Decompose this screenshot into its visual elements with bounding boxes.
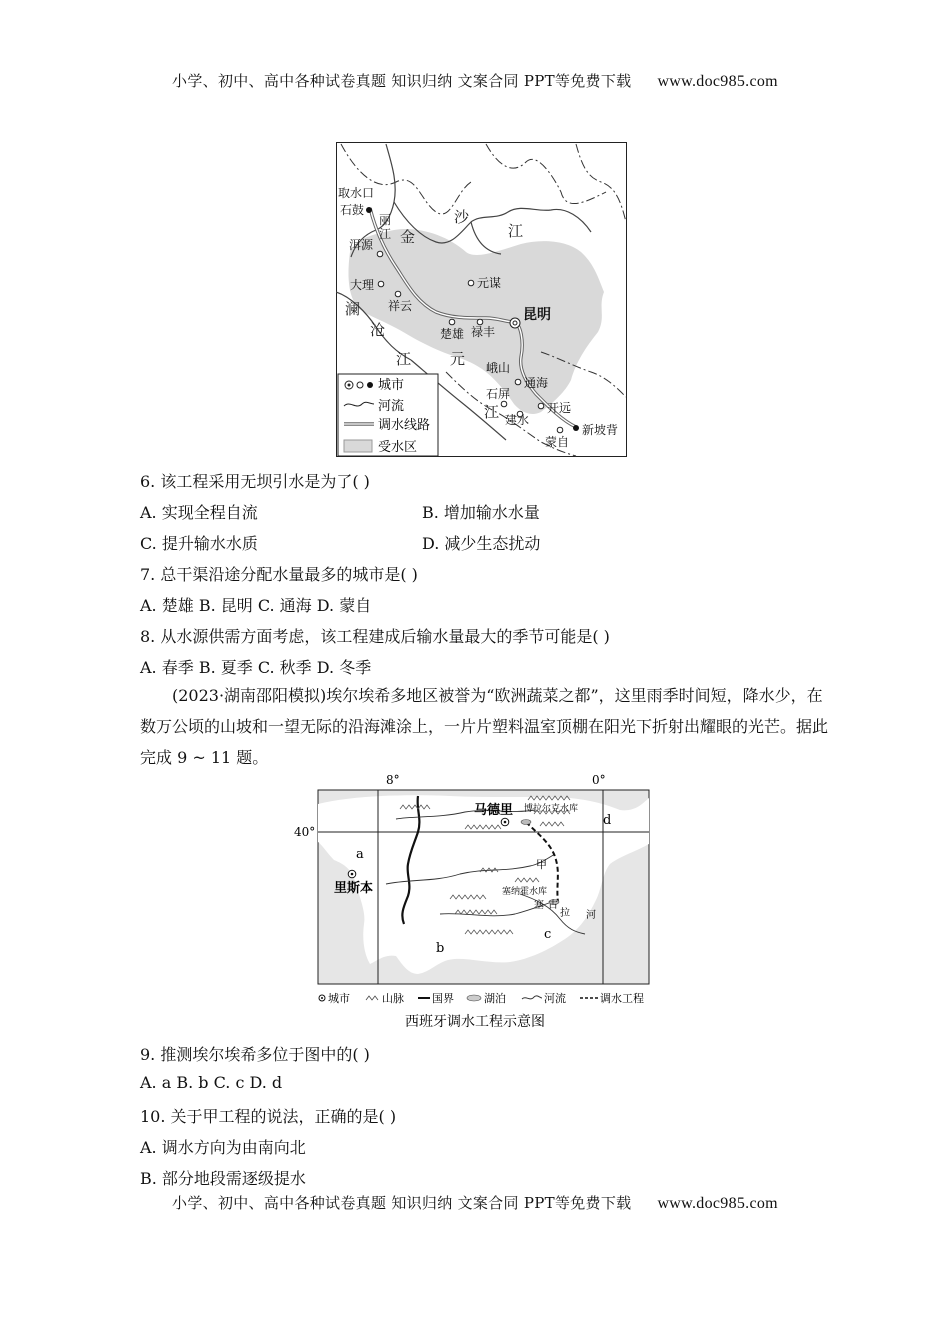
label-d: d — [603, 813, 612, 828]
legend2-lake: 湖泊 — [484, 992, 506, 1005]
city-lisbon: 里斯本 — [334, 881, 374, 896]
map2-legend — [319, 991, 644, 1005]
label-c: c — [544, 927, 552, 942]
label-bolarque: 博拉尔克水库 — [524, 804, 579, 814]
place-intake: 取水口 — [338, 186, 375, 200]
lon-8: 8° — [386, 774, 400, 787]
legend-route: 调水线路 — [378, 418, 431, 433]
place-xinpobei: 新坡背 — [582, 423, 619, 437]
header-site: www.doc985.com — [657, 73, 778, 90]
header-text: 小学、初中、高中各种试卷真题 知识归纳 文案合同 PPT等免费下载 — [172, 72, 632, 90]
place-dali: 大理 — [350, 278, 375, 292]
footer-site: www.doc985.com — [657, 1195, 778, 1212]
label-river-2: 古 — [548, 900, 558, 911]
river-lancang-3: 江 — [396, 350, 412, 368]
q6-option-c: C. 提升输水水质 — [140, 534, 258, 553]
label-river-3: 拉 — [560, 908, 570, 919]
place-tonghai: 通海 — [524, 376, 549, 390]
place-kaiyuan: 开远 — [547, 401, 572, 415]
legend-area: 受水区 — [378, 440, 418, 455]
passage-text: (2023·湖南邵阳模拟)埃尔埃希多地区被誉为“欧洲蔬菜之都”，这里雨季时间短，降水少，在数万公顷的山坡和一望无际的沿海滩涂上，一片片塑料温室顶棚在阳光下折射出耀眼的光芒。据此完成 9 ~ 11 题。 — [140, 686, 829, 767]
legend-city: 城市 — [378, 378, 405, 393]
question-6: 6. 该工程采用无坝引水是为了( ) — [140, 472, 370, 491]
place-yuanmou: 元谋 — [477, 276, 502, 290]
legend2-mountain: 山脉 — [382, 992, 404, 1005]
question-9: 9. 推测埃尔埃希多位于图中的( ) — [140, 1045, 370, 1064]
river-lancang-2: 沧 — [370, 321, 386, 339]
q6-option-d: D. 减少生态扰动 — [422, 534, 541, 553]
label-river-1: 塞 — [534, 900, 544, 911]
river-lijiang-2: 江 — [379, 227, 392, 241]
place-shigu: 石鼓 — [340, 203, 365, 217]
place-lufeng: 禄丰 — [471, 325, 496, 339]
place-eshan: 峨山 — [486, 361, 511, 375]
map2-caption: 西班牙调水工程示意图 — [405, 1014, 545, 1030]
question-7: 7. 总干渠沿途分配水量最多的城市是( ) — [140, 565, 418, 584]
lat-40: 40° — [294, 825, 316, 839]
river-jinsha-1: 金 — [400, 228, 416, 246]
place-jianshui: 建水 — [505, 413, 530, 427]
label-cenajo: 塞纳霍水库 — [502, 887, 548, 897]
q7-options: A. 楚雄 B. 昆明 C. 通海 D. 蒙自 — [140, 596, 372, 615]
footer-text: 小学、初中、高中各种试卷真题 知识归纳 文案合同 PPT等免费下载 — [172, 1194, 632, 1212]
spain-diversion-map — [290, 774, 660, 1034]
q10-option-a: A. 调水方向为由南向北 — [140, 1138, 306, 1157]
river-jinsha-2: 沙 — [454, 208, 470, 226]
legend2-border: 国界 — [432, 992, 454, 1005]
lon-0: 0° — [592, 774, 606, 787]
river-yuan-1: 元 — [450, 350, 466, 368]
map1-legend — [338, 374, 438, 456]
place-xiangyun: 祥云 — [388, 299, 413, 313]
q10-option-b: B. 部分地段需逐级提水 — [140, 1169, 306, 1188]
q6-option-a: A. 实现全程自流 — [140, 503, 258, 522]
passage — [140, 680, 830, 773]
place-shiping: 石屏 — [486, 387, 511, 401]
river-lijiang-1: 丽 — [379, 213, 392, 227]
legend2-city: 城市 — [328, 992, 350, 1005]
legend-river: 河流 — [378, 399, 405, 414]
river-jinsha-3: 江 — [508, 222, 524, 240]
page-footer — [0, 1192, 950, 1213]
question-8: 8. 从水源供需方面考虑，该工程建成后输水量最大的季节可能是( ) — [140, 627, 610, 646]
yunnan-diversion-map — [336, 142, 627, 457]
q9-options: A. a B. b C. c D. d — [140, 1073, 283, 1092]
label-jia: 甲 — [536, 858, 547, 871]
river-lancang-1: 澜 — [345, 300, 361, 318]
place-kunming: 昆明 — [523, 307, 551, 323]
place-mengzi: 蒙自 — [545, 435, 570, 449]
legend2-diversion: 调水工程 — [600, 992, 644, 1005]
place-eryuan: 洱源 — [349, 238, 374, 252]
q6-option-b: B. 增加输水水量 — [422, 503, 540, 522]
q8-options: A. 春季 B. 夏季 C. 秋季 D. 冬季 — [140, 658, 372, 677]
label-b: b — [436, 941, 445, 956]
river-yuan-2: 江 — [484, 403, 500, 421]
label-river-4: 河 — [586, 910, 596, 921]
label-a: a — [356, 847, 364, 862]
place-chuxiong: 楚雄 — [440, 327, 465, 341]
legend2-river: 河流 — [544, 992, 566, 1005]
question-10: 10. 关于甲工程的说法，正确的是( ) — [140, 1107, 397, 1126]
city-madrid: 马德里 — [474, 803, 514, 818]
page-header — [0, 70, 950, 91]
